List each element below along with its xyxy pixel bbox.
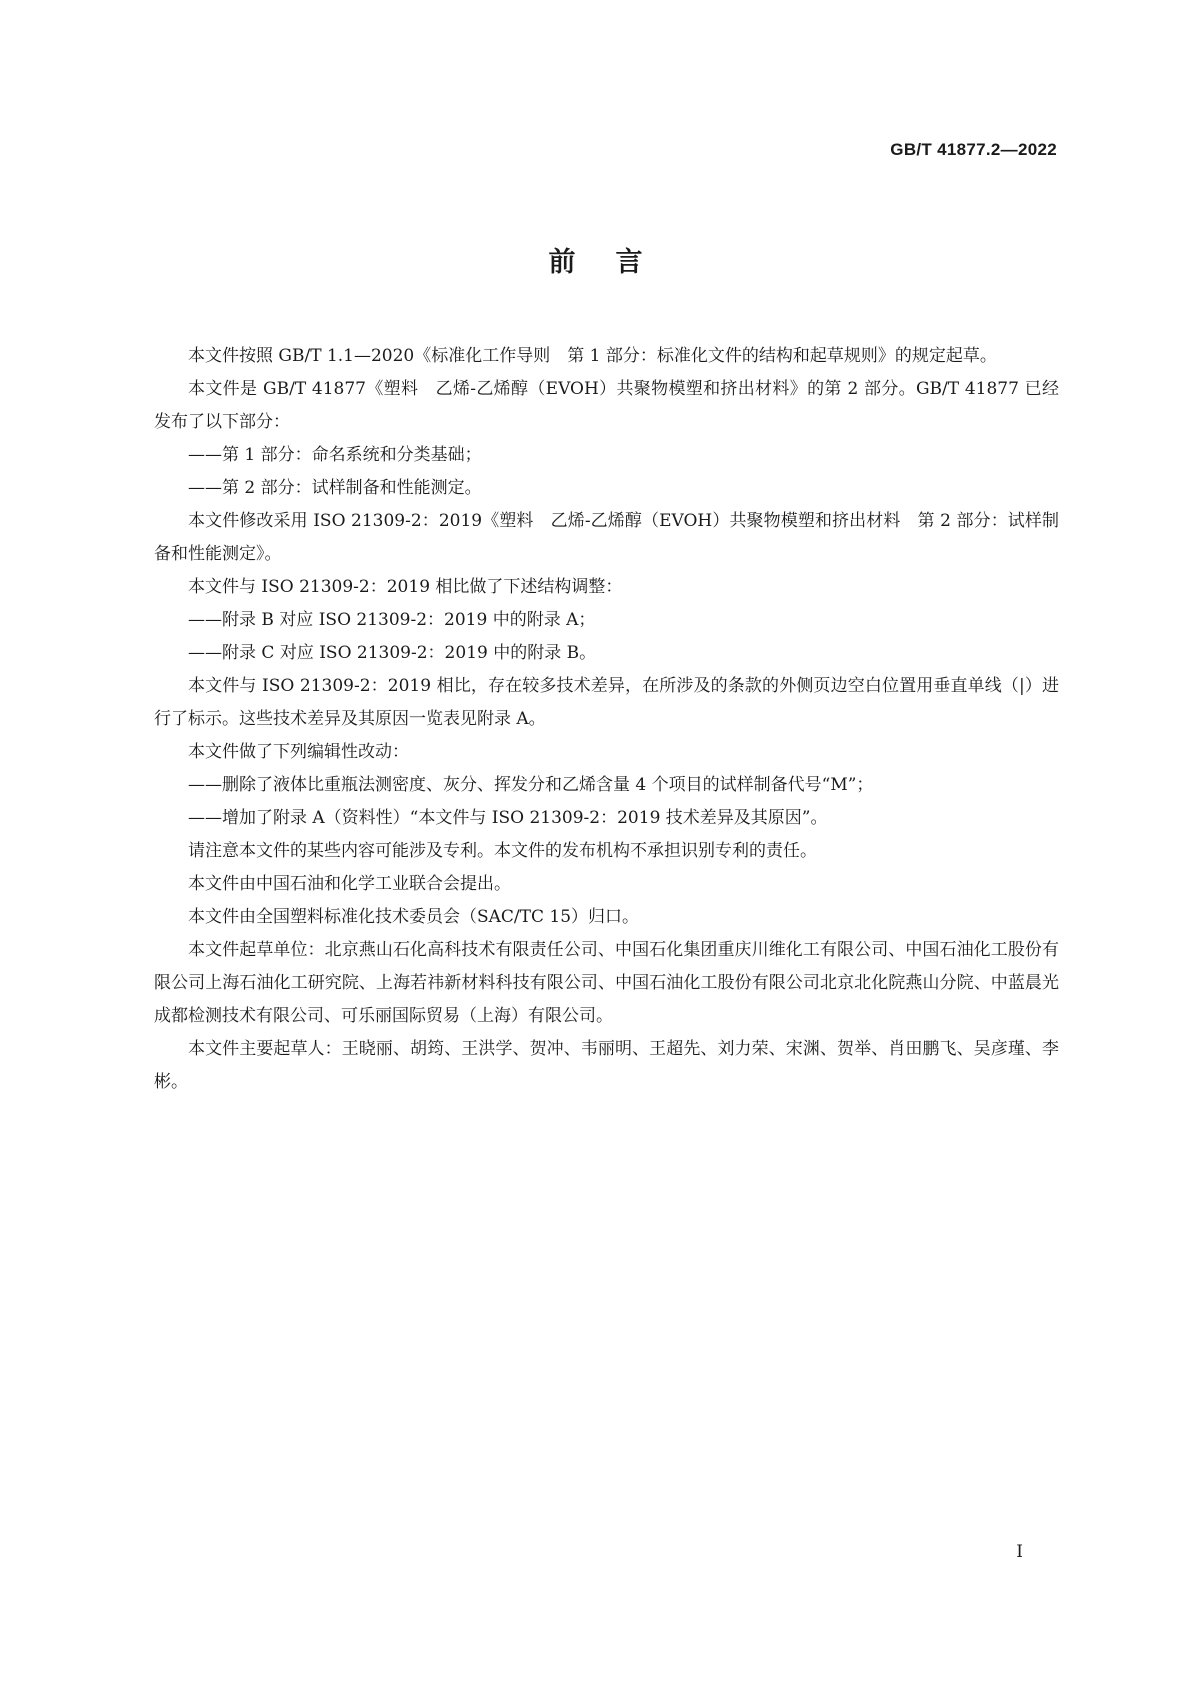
- paragraph: 本文件由中国石油和化学工业联合会提出。: [188, 874, 511, 894]
- list-item: ——附录 B 对应 ISO 21309-2：2019 中的附录 A；: [188, 610, 596, 630]
- list-item: ——第 2 部分：试样制备和性能测定。: [188, 478, 482, 498]
- preface-body: [154, 340, 1059, 1099]
- paragraph: 本文件修改采用 ISO 21309-2：2019《塑料 乙烯-乙烯醇（EVOH）共聚物模塑和挤出材料 第 2 部分：试样制备和性能测定》。: [154, 511, 1059, 564]
- paragraph: 本文件按照 GB/T 1.1—2020《标准化工作导则 第 1 部分：标准化文件的结构和起草规则》的规定起草。: [188, 346, 997, 366]
- paragraph: 本文件是 GB/T 41877《塑料 乙烯-乙烯醇（EVOH）共聚物模塑和挤出材料》的第 2 部分。GB/T 41877 已经发布了以下部分：: [154, 379, 1059, 432]
- paragraph: 本文件起草单位：北京燕山石化高科技术有限责任公司、中国石化集团重庆川维化工有限公司、中国石油化工股份有限公司上海石油化工研究院、上海若祎新材料科技有限公司、中国石油化工股份有限公司北京北化院燕山分院、中蓝晨光成都检测技术有限公司、可乐丽国际贸易（上海）有限公司。: [154, 940, 1059, 1026]
- paragraph: 本文件由全国塑料标准化技术委员会（SAC/TC 15）归口。: [188, 907, 640, 927]
- paragraph: 本文件做了下列编辑性改动：: [188, 742, 409, 762]
- list-item: ——增加了附录 A（资料性）“本文件与 ISO 21309-2：2019 技术差异及其原因”。: [188, 808, 828, 828]
- paragraph: 请注意本文件的某些内容可能涉及专利。本文件的发布机构不承担识别专利的责任。: [188, 841, 817, 861]
- page-number: I: [1016, 1542, 1023, 1562]
- paragraph: 本文件与 ISO 21309-2：2019 相比，存在较多技术差异，在所涉及的条款的外侧页边空白位置用垂直单线（|）进行了标示。这些技术差异及其原因一览表见附录 A。: [154, 676, 1059, 729]
- standard-number: GB/T 41877.2—2022: [890, 140, 1057, 159]
- list-item: ——删除了液体比重瓶法测密度、灰分、挥发分和乙烯含量 4 个项目的试样制备代号“M”；: [188, 775, 874, 795]
- paragraph: 本文件与 ISO 21309-2：2019 相比做了下述结构调整：: [188, 577, 623, 597]
- paragraph: 本文件主要起草人：王晓丽、胡筠、王洪学、贺冲、韦丽明、王超先、刘力荣、宋渊、贺举、肖田鹏飞、吴彦瑾、李彬。: [154, 1039, 1059, 1092]
- list-item: ——附录 C 对应 ISO 21309-2：2019 中的附录 B。: [188, 643, 597, 663]
- page-title: 前言: [548, 247, 683, 278]
- list-item: ——第 1 部分：命名系统和分类基础；: [188, 445, 482, 465]
